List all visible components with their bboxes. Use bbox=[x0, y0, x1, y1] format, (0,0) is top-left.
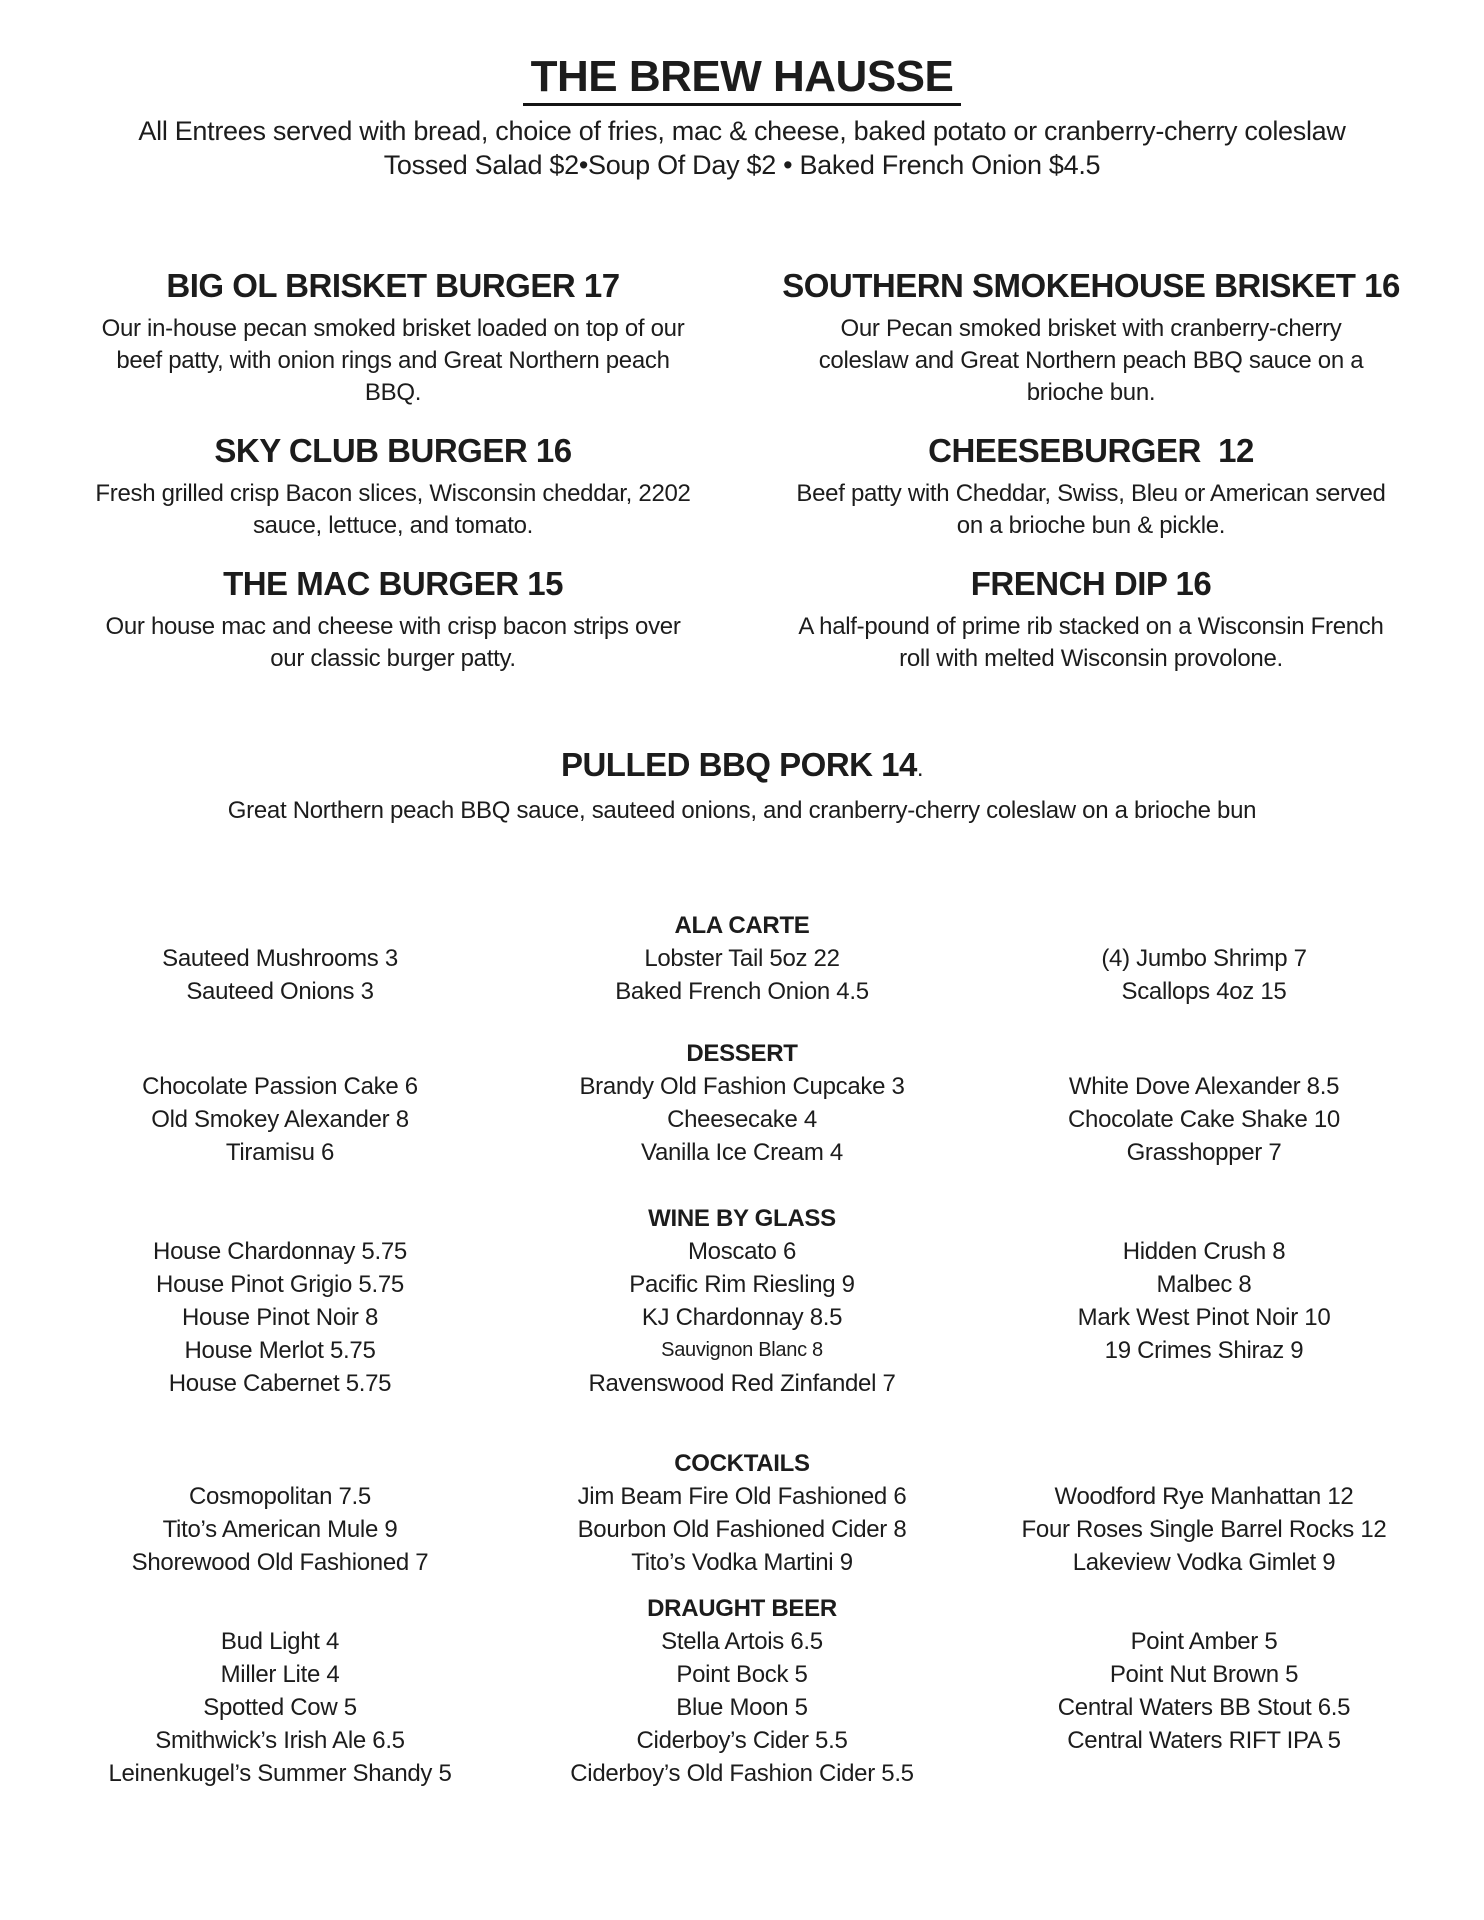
list-item: Point Nut Brown 5 bbox=[1109, 1661, 1299, 1688]
menu-item-cheeseburger bbox=[771, 431, 1411, 542]
menu-item-pulled-bbq-pork bbox=[0, 745, 1484, 827]
section-column-middle bbox=[527, 1235, 957, 1400]
list-item: Malbec 8 bbox=[1156, 1271, 1252, 1298]
title-period: . bbox=[916, 755, 924, 782]
list-item: Tito’s American Mule 9 bbox=[162, 1516, 398, 1543]
list-item: Lobster Tail 5oz 22 bbox=[644, 945, 840, 972]
menu-item-description: Great Northern peach BBQ sauce, sauteed onions, and cranberry-cherry coleslaw on a brioche bun bbox=[227, 797, 1257, 824]
list-item: KJ Chardonnay 8.5 bbox=[641, 1304, 843, 1331]
menu-item-description-line: beef patty, with onion rings and Great Northern peach bbox=[116, 347, 670, 374]
list-item: Bourbon Old Fashioned Cider 8 bbox=[577, 1516, 907, 1543]
section-columns bbox=[0, 1480, 1484, 1579]
menu-item-title: CHEESEBURGER 12 bbox=[928, 432, 1254, 469]
menu-note-line1: All Entrees served with bread, choice of fries, mac & cheese, baked potato or cranberry-cherry coleslaw bbox=[138, 116, 1346, 146]
list-item: Mark West Pinot Noir 10 bbox=[1077, 1304, 1331, 1331]
menu-item-description-line: brioche bun. bbox=[1026, 379, 1156, 406]
menu-item-description-line: Our in-house pecan smoked brisket loaded on top of our bbox=[101, 315, 685, 342]
list-item: Pacific Rim Riesling 9 bbox=[629, 1271, 855, 1298]
section-title: DESSERT bbox=[686, 1040, 798, 1067]
menu-item-title: SKY CLUB BURGER 16 bbox=[214, 432, 572, 469]
list-item: Ravenswood Red Zinfandel 7 bbox=[588, 1370, 896, 1397]
section-column-middle bbox=[527, 1625, 957, 1790]
list-item: Tiramisu 6 bbox=[225, 1139, 335, 1166]
section-column-right bbox=[989, 1070, 1419, 1169]
list-item: Chocolate Passion Cake 6 bbox=[142, 1073, 418, 1100]
list-item: Baked French Onion 4.5 bbox=[615, 978, 869, 1005]
list-item: Point Bock 5 bbox=[676, 1661, 808, 1688]
menu-item-description-line: roll with melted Wisconsin provolone. bbox=[899, 645, 1283, 672]
list-item: Ciderboy’s Old Fashion Cider 5.5 bbox=[570, 1760, 914, 1787]
list-item: (4) Jumbo Shrimp 7 bbox=[1101, 945, 1307, 972]
menu-item-title: PULLED BBQ PORK 14. bbox=[560, 746, 924, 783]
list-item: Moscato 6 bbox=[687, 1238, 797, 1265]
list-item: Sauteed Mushrooms 3 bbox=[162, 945, 398, 972]
section-column-left bbox=[65, 1480, 495, 1579]
section-column-left bbox=[65, 1070, 495, 1169]
list-item: Grasshopper 7 bbox=[1126, 1139, 1282, 1166]
list-item: Woodford Rye Manhattan 12 bbox=[1054, 1483, 1354, 1510]
list-item: Cosmopolitan 7.5 bbox=[189, 1483, 371, 1510]
list-item: Point Amber 5 bbox=[1130, 1628, 1278, 1655]
list-item: Brandy Old Fashion Cupcake 3 bbox=[579, 1073, 905, 1100]
section-wine-by-glass bbox=[0, 1203, 1484, 1400]
section-dessert bbox=[0, 1038, 1484, 1169]
section-column-left bbox=[65, 1625, 495, 1790]
menu-item-description-line: Beef patty with Cheddar, Swiss, Bleu or American served bbox=[796, 480, 1386, 507]
section-columns bbox=[0, 1235, 1484, 1400]
menu-lists bbox=[0, 910, 1484, 1790]
list-item: Cheesecake 4 bbox=[667, 1106, 817, 1133]
list-item: Scallops 4oz 15 bbox=[1121, 978, 1287, 1005]
menu-item-description-line: on a brioche bun & pickle. bbox=[956, 512, 1226, 539]
list-item: 19 Crimes Shiraz 9 bbox=[1104, 1337, 1304, 1364]
list-item: White Dove Alexander 8.5 bbox=[1068, 1073, 1340, 1100]
section-title: ALA CARTE bbox=[674, 912, 810, 939]
list-item: Lakeview Vodka Gimlet 9 bbox=[1072, 1549, 1336, 1576]
list-item: Leinenkugel’s Summer Shandy 5 bbox=[108, 1760, 452, 1787]
section-columns bbox=[0, 1625, 1484, 1790]
list-item: Spotted Cow 5 bbox=[203, 1694, 357, 1721]
list-item: House Cabernet 5.75 bbox=[168, 1370, 392, 1397]
list-item: Chocolate Cake Shake 10 bbox=[1068, 1106, 1340, 1133]
menu-item-description-line: Our Pecan smoked brisket with cranberry-cherry bbox=[840, 315, 1342, 342]
section-column-right bbox=[989, 1480, 1419, 1579]
menu-item-description-line: Fresh grilled crisp Bacon slices, Wisconsin cheddar, 2202 bbox=[95, 480, 691, 507]
section-columns bbox=[0, 942, 1484, 1008]
menu-item-big-ol-brisket-burger bbox=[73, 266, 713, 409]
list-item: Ciderboy’s Cider 5.5 bbox=[636, 1727, 848, 1754]
list-item: House Chardonnay 5.75 bbox=[153, 1238, 407, 1265]
menu-header bbox=[0, 0, 1484, 182]
list-item: Stella Artois 6.5 bbox=[661, 1628, 823, 1655]
entrees-grid bbox=[0, 266, 1484, 697]
menu-item-description-line: A half-pound of prime rib stacked on a Wisconsin French bbox=[798, 613, 1384, 640]
list-item: Vanilla Ice Cream 4 bbox=[641, 1139, 843, 1166]
menu-item-southern-smokehouse-brisket bbox=[771, 266, 1411, 409]
section-column-right bbox=[989, 942, 1419, 1008]
section-column-right bbox=[989, 1625, 1419, 1757]
section-title: DRAUGHT BEER bbox=[647, 1595, 837, 1622]
menu-item-description-line: BBQ. bbox=[364, 379, 422, 406]
section-title: COCKTAILS bbox=[674, 1450, 810, 1477]
list-item: Sauvignon Blanc 8 bbox=[661, 1339, 823, 1361]
section-column-right bbox=[989, 1235, 1419, 1367]
section-column-left bbox=[65, 1235, 495, 1400]
entrees-left-column bbox=[73, 266, 713, 697]
section-cocktails bbox=[0, 1448, 1484, 1579]
section-column-middle bbox=[527, 942, 957, 1008]
section-ala-carte bbox=[0, 910, 1484, 1008]
entrees-right-column bbox=[771, 266, 1411, 697]
section-column-left bbox=[65, 942, 495, 1008]
list-item: House Pinot Grigio 5.75 bbox=[156, 1271, 404, 1298]
section-title: WINE BY GLASS bbox=[648, 1205, 836, 1232]
menu-item-title: SOUTHERN SMOKEHOUSE BRISKET 16 bbox=[782, 267, 1400, 304]
menu-item-description-line: sauce, lettuce, and tomato. bbox=[252, 512, 534, 539]
list-item: Shorewood Old Fashioned 7 bbox=[131, 1549, 429, 1576]
list-item: House Merlot 5.75 bbox=[184, 1337, 376, 1364]
section-column-middle bbox=[527, 1070, 957, 1169]
menu-item-title: BIG OL BRISKET BURGER 17 bbox=[166, 267, 620, 304]
section-column-middle bbox=[527, 1480, 957, 1579]
list-item: Central Waters BB Stout 6.5 bbox=[1057, 1694, 1351, 1721]
menu-item-sky-club-burger bbox=[73, 431, 713, 542]
section-columns bbox=[0, 1070, 1484, 1169]
list-item: Central Waters RIFT IPA 5 bbox=[1067, 1727, 1341, 1754]
menu-note bbox=[0, 114, 1484, 182]
list-item: Jim Beam Fire Old Fashioned 6 bbox=[577, 1483, 907, 1510]
menu-note-line2: Tossed Salad $2•Soup Of Day $2 • Baked French Onion $4.5 bbox=[383, 150, 1101, 180]
list-item: Sauteed Onions 3 bbox=[186, 978, 374, 1005]
menu-item-description-line: coleslaw and Great Northern peach BBQ sauce on a bbox=[818, 347, 1364, 374]
menu-item-description-line: Our house mac and cheese with crisp bacon strips over bbox=[105, 613, 681, 640]
list-item: Blue Moon 5 bbox=[676, 1694, 808, 1721]
menu-item-the-mac-burger bbox=[73, 564, 713, 675]
list-item: House Pinot Noir 8 bbox=[181, 1304, 379, 1331]
menu-item-description-line: our classic burger patty. bbox=[270, 645, 516, 672]
list-item: Hidden Crush 8 bbox=[1122, 1238, 1286, 1265]
menu-item-french-dip bbox=[771, 564, 1411, 675]
list-item: Tito’s Vodka Martini 9 bbox=[631, 1549, 853, 1576]
menu-item-title: THE MAC BURGER 15 bbox=[223, 565, 563, 602]
list-item: Smithwick’s Irish Ale 6.5 bbox=[155, 1727, 405, 1754]
page-title: THE BREW HAUSSE bbox=[523, 54, 962, 106]
list-item: Old Smokey Alexander 8 bbox=[151, 1106, 409, 1133]
list-item: Bud Light 4 bbox=[220, 1628, 340, 1655]
list-item: Four Roses Single Barrel Rocks 12 bbox=[1021, 1516, 1387, 1543]
section-draught-beer bbox=[0, 1593, 1484, 1790]
list-item: Miller Lite 4 bbox=[220, 1661, 340, 1688]
menu-item-title: FRENCH DIP 16 bbox=[970, 565, 1212, 602]
